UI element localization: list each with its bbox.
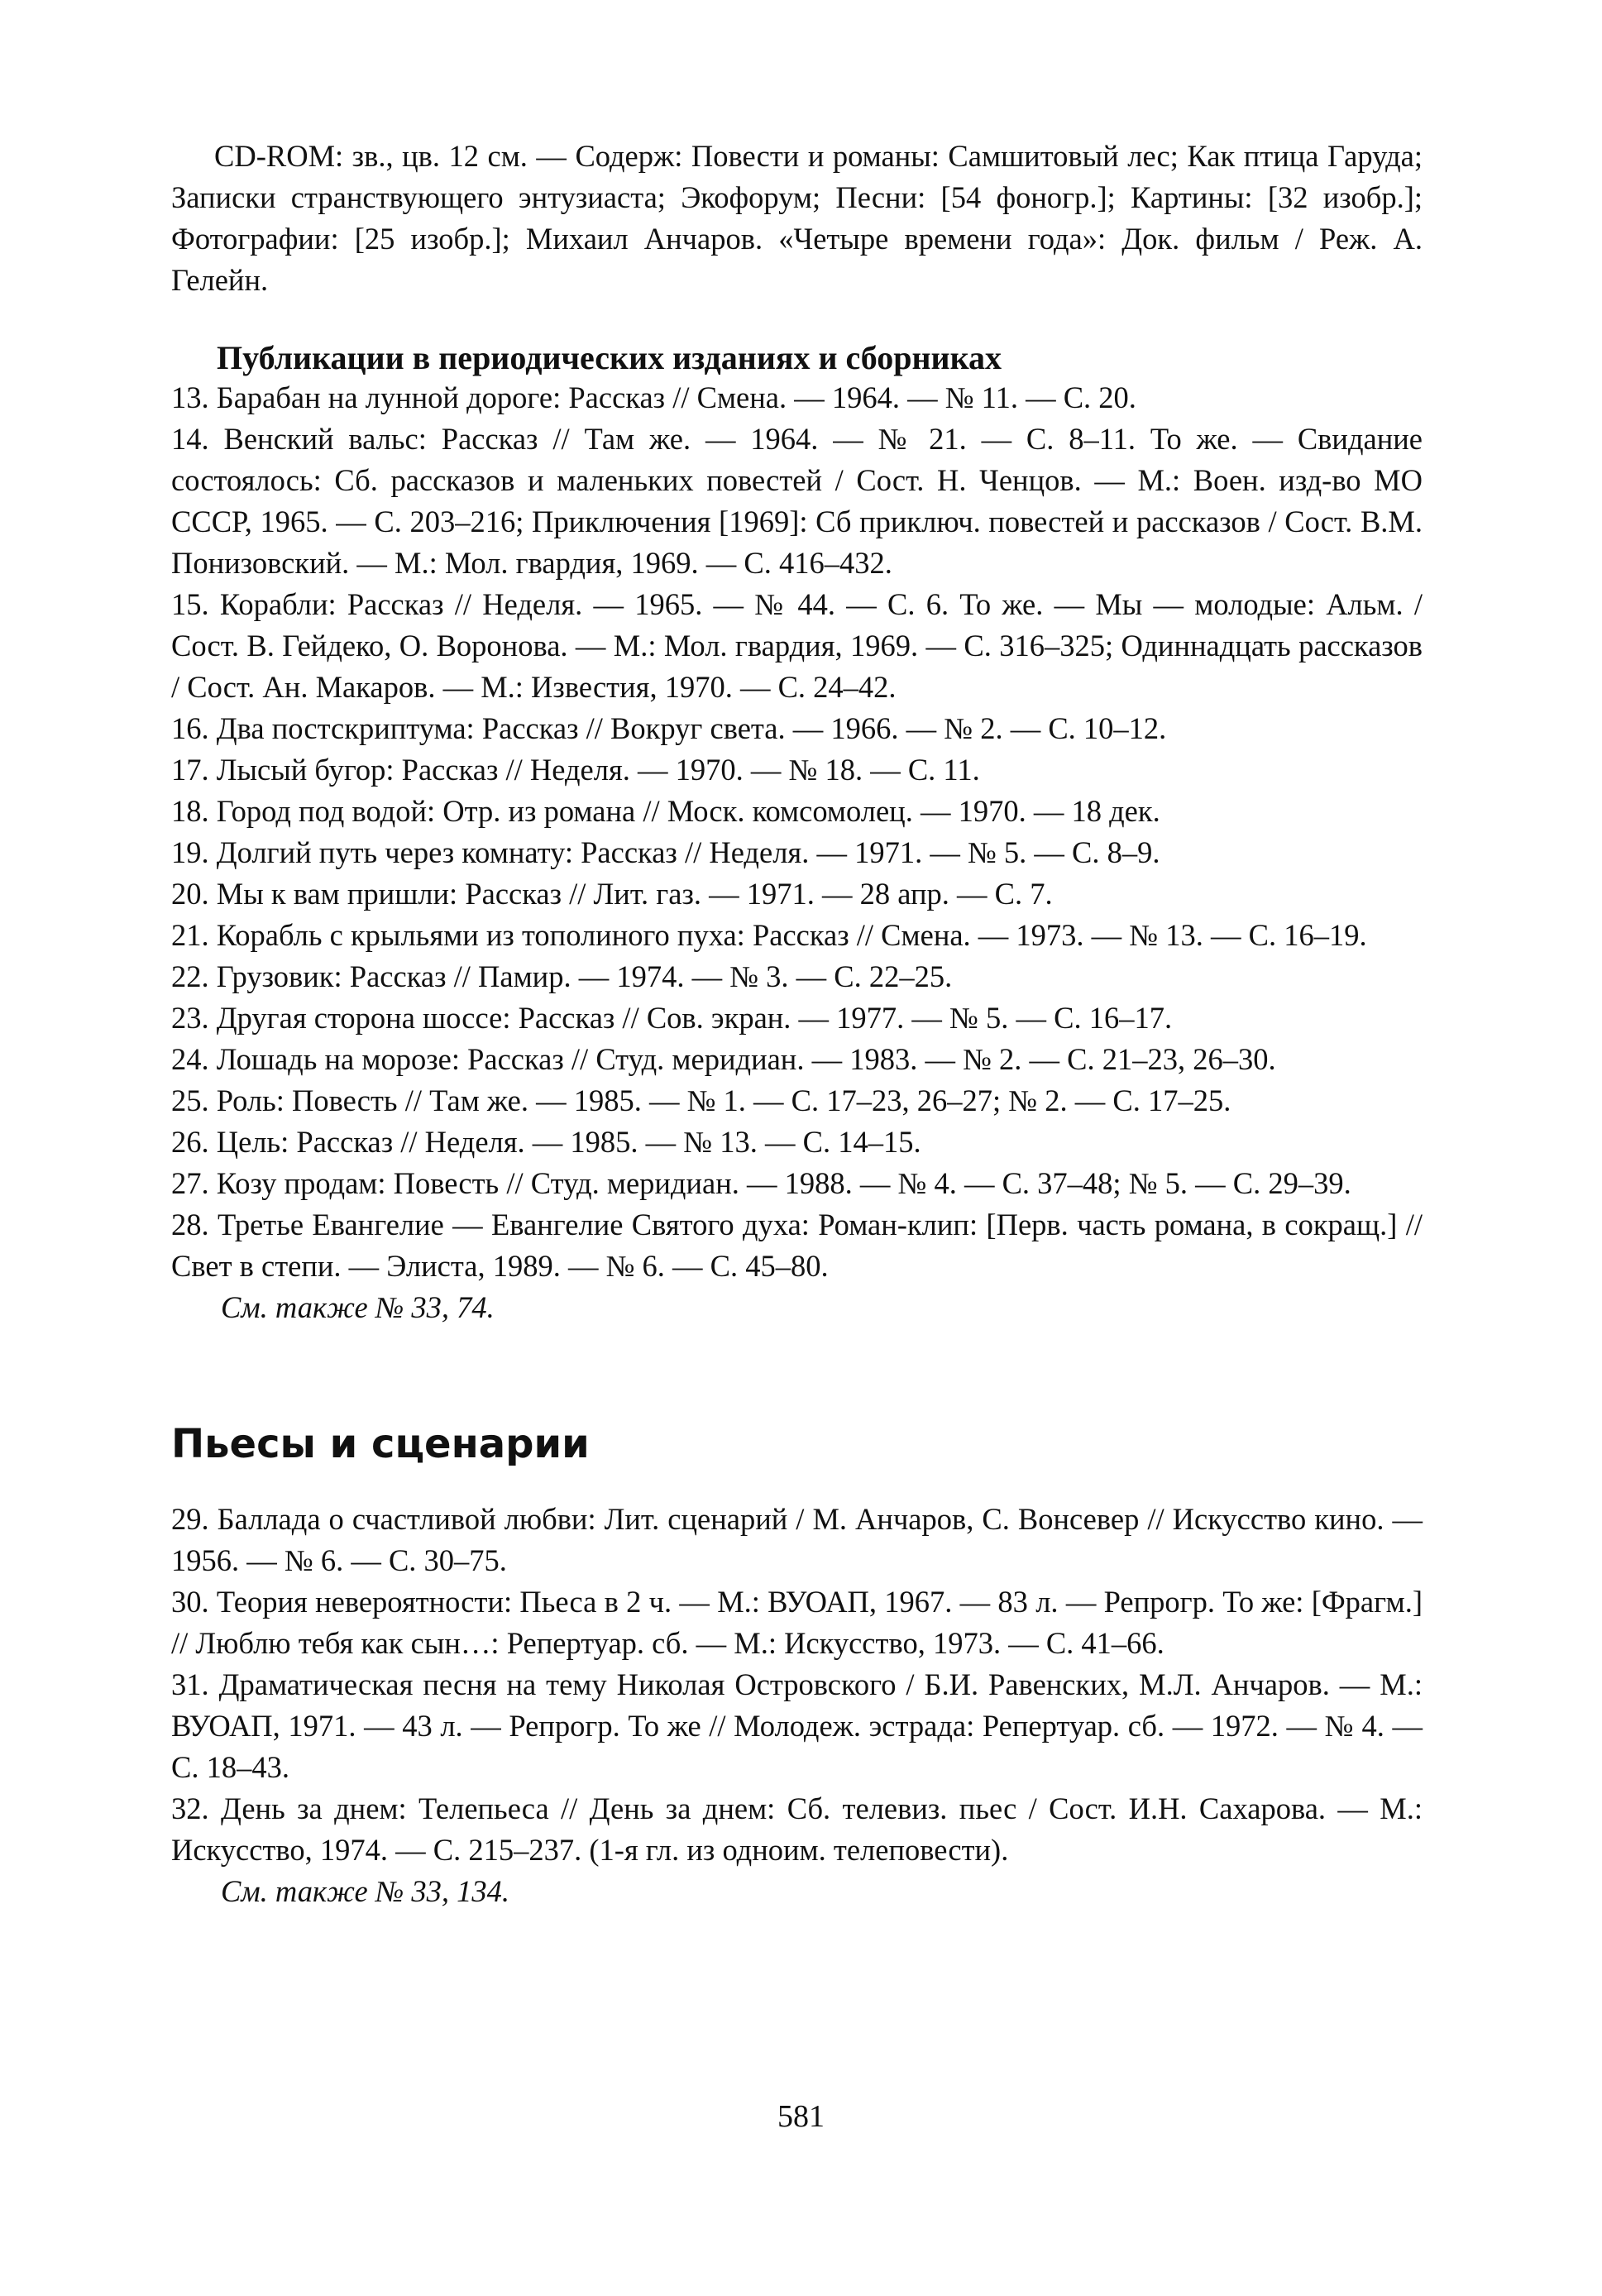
entry-27: 27. Козу продам: Повесть // Студ. меридиан. — 1988. — № 4. — С. 37–48; № 5. — С. 29–39.: [171, 1166, 1351, 1200]
plays-list: [171, 1499, 1423, 1912]
intro-block: [171, 136, 1423, 301]
entry-25: 25. Роль: Повесть // Там же. — 1985. — № 1. — С. 17–23, 26–27; № 2. — С. 17–25.: [171, 1083, 1231, 1117]
entry-20: 20. Мы к вам пришли: Рассказ // Лит. газ. — 1971. — 28 апр. — С. 7.: [171, 877, 1053, 911]
page-number: 581: [777, 2099, 825, 2134]
entry-26: 26. Цель: Рассказ // Неделя. — 1985. — № 13. — С. 14–15.: [171, 1125, 921, 1159]
intro-paragraph: CD-ROM: зв., цв. 12 см. — Содерж: Повести и романы: Самшитовый лес; Как птица Гаруда; Записки странствующего энтузиаста; Экофорум; Песни: [54 фоногр.]; Картины: [32 изобр.]; Фотографии: [25 изобр.]; Михаил Анчаров. «Четыре времени года»: Док. фильм / Реж. А. Гелейн.: [171, 139, 1423, 297]
entry-17: 17. Лысый бугор: Рассказ // Неделя. — 1970. — № 18. — С. 11.: [171, 753, 980, 787]
entry-22: 22. Грузовик: Рассказ // Памир. — 1974. — № 3. — С. 22–25.: [171, 959, 953, 993]
entry-13: 13. Барабан на лунной дороге: Рассказ // Смена. — 1964. — № 11. — С. 20.: [171, 380, 1136, 414]
entry-15: 15. Корабли: Рассказ // Неделя. — 1965. — № 44. — С. 6. То же. — Мы — молодые: Альм. / Сост. В. Гейдеко, О. Воронова. — М.: Мол. гвардия, 1969. — С. 316–325; Одиннадцать рассказов / Сост. Ан. Макаров. — М.: Известия, 1970. — С. 24–42.: [171, 587, 1423, 704]
entry-31: 31. Драматическая песня на тему Николая Островского / Б.И. Равенских, М.Л. Анчаров. — М.: ВУОАП, 1971. — 43 л. — Репрогр. То же // Молодеж. эстрада: Репертуар. сб. — 1972. — № 4. — С. 18–43.: [171, 1667, 1423, 1784]
entry-19: 19. Долгий путь через комнату: Рассказ // Неделя. — 1971. — № 5. — С. 8–9.: [171, 835, 1160, 869]
plays-see-also: См. также № 33, 134.: [221, 1874, 509, 1908]
plays-heading: Пьесы и сценарии: [171, 1421, 590, 1467]
entry-28: 28. Третье Евангелие — Евангелие Святого духа: Роман-клип: [Перв. часть романа, в сокращ.] // Свет в степи. — Элиста, 1989. — № 6. — С. 45–80.: [171, 1208, 1423, 1283]
periodicals-heading: Публикации в периодических изданиях и сборниках: [217, 339, 1002, 376]
entry-29: 29. Баллада о счастливой любви: Лит. сценарий / М. Анчаров, С. Вонсевер // Искусство кино. — 1956. — № 6. — С. 30–75.: [171, 1502, 1423, 1577]
entry-21: 21. Корабль с крыльями из тополиного пуха: Рассказ // Смена. — 1973. — № 13. — С. 16–19.: [171, 918, 1367, 952]
entry-30: 30. Теория невероятности: Пьеса в 2 ч. — М.: ВУОАП, 1967. — 83 л. — Репрогр. То же: [Фрагм.] // Люблю тебя как сын…: Репертуар. сб. — М.: Искусство, 1973. — С. 41–66.: [171, 1585, 1423, 1660]
entry-32: 32. День за днем: Телепьеса // День за днем: Сб. телевиз. пьес / Сост. И.Н. Сахарова. — М.: Искусство, 1974. — С. 215–237. (1-я гл. из одноим. телеповести).: [171, 1791, 1423, 1867]
entry-16: 16. Два постскриптума: Рассказ // Вокруг света. — 1966. — № 2. — С. 10–12.: [171, 711, 1167, 745]
entry-14: 14. Венский вальс: Рассказ // Там же. — 1964. — № 21. — С. 8–11. То же. — Свидание состоялось: Сб. рассказов и маленьких повестей / Сост. Н. Ченцов. — М.: Воен. изд-во МО СССР, 1965. — С. 203–216; Приключения [1969]: Сб приключ. повестей и рассказов / Сост. В.М. Понизовский. — М.: Мол. гвардия, 1969. — С. 416–432.: [171, 422, 1423, 580]
entry-18: 18. Город под водой: Отр. из романа // Моск. комсомолец. — 1970. — 18 дек.: [171, 794, 1160, 828]
periodicals-see-also: См. также № 33, 74.: [221, 1290, 495, 1324]
entry-23: 23. Другая сторона шоссе: Рассказ // Сов. экран. — 1977. — № 5. — С. 16–17.: [171, 1001, 1173, 1035]
periodicals-list: [171, 377, 1423, 1328]
entry-24: 24. Лошадь на морозе: Рассказ // Студ. меридиан. — 1983. — № 2. — С. 21–23, 26–30.: [171, 1042, 1276, 1076]
